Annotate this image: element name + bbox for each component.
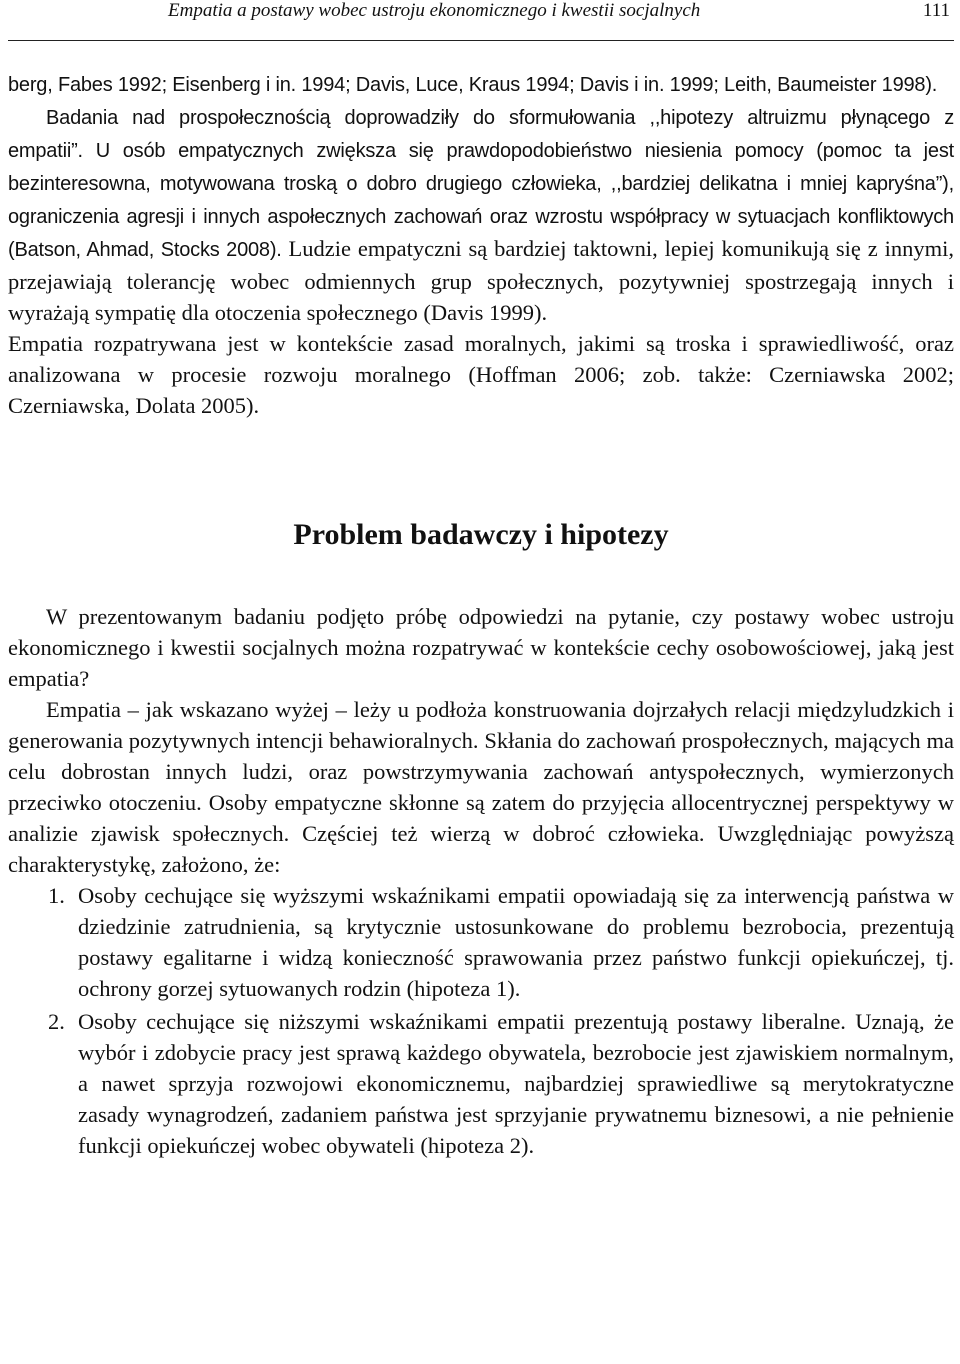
hypothesis-text: Osoby cechujące się wyższymi wskaźnikami empatii opowiadają się za interwencją państwa w dziedzinie zatrudnienia, są krytycznie ustosunkowane do problemu bezrobocia, prezentują postawy egalitarne i widzą konieczność sprawowania przez państwo funkcji opiekuńczej, tj. ochrony gorzej sytuowanych rodzin (hipoteza 1). [78, 883, 954, 1001]
hypothesis-text: Osoby cechujące się niższymi wskaźnikami empatii prezentują postawy liberalne. Uznają, że wybór i zdobycie pracy jest sprawą każdego obywatela, bezrobocie jest zjawiskiem normalnym, a nawet sprzyja rozwojowi ekonomicznemu, najbardziej sprawiedliwe są merytokratyczne zasady wynagrodzeń, zadaniem państwa jest sprzyjanie prywatnemu biznesowi, a nie pełnienie funkcji opiekuńczej wobec obywateli (hipoteza 2). [78, 1009, 954, 1158]
hypothesis-number: 2. [48, 1009, 65, 1034]
hypothesis-number: 1. [48, 883, 65, 908]
section-heading: Problem badawczy i hipotezy [293, 518, 669, 551]
hypothesis-item [8, 1006, 954, 1161]
altruism-text-serif: Ludzie empatyczni są bardziej taktowni, lepiej komunikują się z innymi, przejawiają tolerancję wobec odmiennych grup społecznych, pozytywniej spostrzegają innych i wyrażają sympatię dla otoczenia społecznego (Davis 1999). [8, 236, 955, 325]
page-number: 111 [922, 0, 950, 21]
continuation-text: berg, Fabes 1992; Eisenberg i in. 1994; Davis, Luce, Kraus 1994; Davis i in. 1999; Leith, Baumeister 1998). [8, 74, 938, 96]
altruism-paragraph [8, 101, 954, 328]
moral-context-paragraph: Empatia rozpatrywana jest w kontekście zasad moralnych, jakimi są troska i sprawiedliwość, oraz analizowana w procesie rozwoju moralnego (Hoffman 2006; zob. także: Czerniawska 2002; Czerniawska, Dolata 2005). [8, 331, 954, 418]
hypothesis-item [8, 880, 954, 1004]
research-question-paragraph: W prezentowanym badaniu podjęto próbę odpowiedzi na pytanie, czy postawy wobec ustroju ekonomicznego i kwestii socjalnych można rozpatrywać w kontekście cechy osobowościowej, jaką jest empatia? [8, 604, 954, 691]
intro-block [8, 68, 954, 421]
running-header [8, 0, 954, 41]
running-header-title: Empatia a postawy wobec ustroju ekonomicznego i kwestii socjalnych [168, 0, 701, 21]
page [8, 0, 954, 1161]
altruism-text-sans: Badania nad prospołecznością doprowadziły do sformułowania ,,hipotezy altruizmu płynącego z empatii”. U osób empatycznych zwiększa się prawdopodobieństwo niesienia pomocy (pomoc ta jest bezinteresowna, motywowana troską o dobro drugiego człowieka, ,,bardziej delikatna i mniej kapryśna”), ograniczenia agresji i innych aspołecznych zachowań oraz wzrostu współpracy w sytuacjach konfliktowych (Batson, Ahmad, Stocks 2008). [8, 107, 954, 261]
section-body [8, 601, 954, 1161]
continuation-paragraph [8, 68, 954, 101]
hypotheses-list [8, 880, 954, 1161]
empathy-paragraph: Empatia – jak wskazano wyżej – leży u podłoża konstruowania dojrzałych relacji międzyludzkich i generowania pozytywnych intencji behawioralnych. Skłania do zachowań prospołecznych, mających ma celu dobrostan innych ludzi, oraz powstrzymywania zachowań antyspołecznych, wymierzonych przeciwko otoczeniu. Osoby empatyczne skłonne są zatem do przyjęcia allocentrycznej perspektywy w analizie zjawisk społecznych. Częściej też wierzą w dobroć człowieka. Uwzględniając powyższą charakterystykę, założono, że: [8, 697, 954, 877]
